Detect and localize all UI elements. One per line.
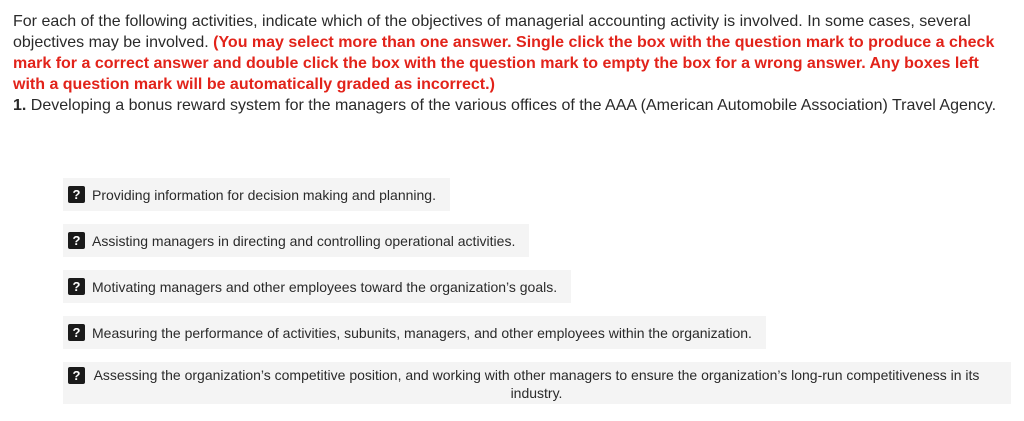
option-label: Assisting managers in directing and controlling operational activities. xyxy=(92,232,516,249)
question-mark-checkbox[interactable]: ? xyxy=(68,186,85,203)
question-activity: Developing a bonus reward system for the managers of the various offices of the AAA (American Automobile Association) Travel Agency. xyxy=(30,97,997,114)
question-mark-checkbox[interactable]: ? xyxy=(68,367,85,384)
option-label: Providing information for decision making and planning. xyxy=(92,186,436,203)
question-instruction: (You may select more than one answer. Single click the box with the question mark to produce a check mark for a correct answer and double click the box with the question mark to empty the box for a wrong answer. Any boxes left with a question mark will be automatically graded as incorrect.) xyxy=(13,34,995,93)
question-mark-checkbox[interactable]: ? xyxy=(68,278,85,295)
question-mark-checkbox[interactable]: ? xyxy=(68,324,85,341)
option-label: Motivating managers and other employees toward the organization’s goals. xyxy=(92,278,558,295)
option-decision-making[interactable] xyxy=(63,178,450,211)
option-measuring-performance[interactable] xyxy=(63,316,766,349)
question-number: 1. xyxy=(13,97,27,114)
answer-options xyxy=(63,178,1011,417)
question-intro: For each of the following activities, indicate which of the objectives of managerial accounting activity is involved. In some cases, several objectives may be involved. xyxy=(13,13,971,51)
question-text xyxy=(13,11,1013,116)
option-competitive-position[interactable] xyxy=(63,362,1011,404)
question-mark-checkbox[interactable]: ? xyxy=(68,232,85,249)
option-directing-controlling[interactable] xyxy=(63,224,529,257)
option-motivating[interactable] xyxy=(63,270,571,303)
option-label: Measuring the performance of activities, subunits, managers, and other employees within the organization. xyxy=(92,324,752,341)
option-label: Assessing the organization’s competitive position, and working with other managers to ensure the organization’s long-run competitiveness in its industry. xyxy=(93,367,980,401)
